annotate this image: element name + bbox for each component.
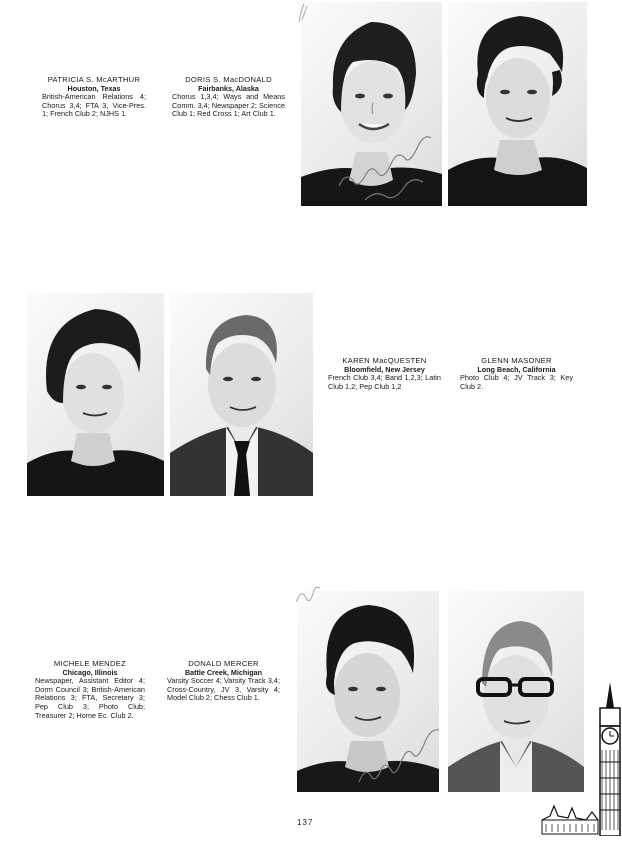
handwritten-signature-2	[355, 712, 445, 792]
student-name: KAREN MacQUESTEN	[342, 356, 427, 365]
page-number: 137	[297, 818, 314, 827]
student-activities: British-American Relations 4; Chorus 3,4; FTA 3, Vice-Pres. 1; French Club 2; NJHS 1.	[42, 92, 146, 119]
student-name: MICHELE MENDEZ	[53, 659, 127, 668]
student-entry-macquesten	[328, 357, 441, 391]
student-hometown: Bloomfield, New Jersey	[344, 364, 425, 374]
student-activities: Photo Club 4; JV Track 3; Key Club 2.	[460, 373, 573, 391]
student-hometown: Battle Creek, Michigan	[184, 667, 263, 677]
student-entry-mercer	[167, 660, 280, 703]
student-name: DONALD MERCER	[188, 659, 259, 668]
student-activities: Chorus 1,3,4; Ways and Means Comm. 3,4; Newspaper 2; Science Club 1; Red Cross 1; Art Club 1.	[172, 92, 285, 119]
student-name: PATRICIA S. McARTHUR	[47, 75, 141, 84]
pencil-scribble-top	[296, 2, 310, 24]
student-entry-mcarthur	[42, 76, 146, 119]
student-entry-mendez	[35, 660, 145, 720]
big-ben-tower-illustration	[540, 680, 622, 836]
handwritten-signature-1	[335, 124, 439, 206]
portrait-photo-macquesten	[27, 293, 164, 496]
student-activities: French Club 3,4; Band 1,2,3; Latin Club 1,2; Pep Club 1,2	[328, 373, 441, 391]
student-activities: Varsity Soccer 4; Varsity Track 3,4; Cross-Country, JV 3, Varsity 4; Model Club 2; Chess Club 1.	[167, 676, 280, 703]
student-name: DORIS S. MacDONALD	[185, 75, 272, 84]
student-hometown: Long Beach, California	[477, 364, 556, 374]
student-hometown: Chicago, Illinois	[62, 667, 118, 677]
student-activities: Newspaper, Assistant Editor 4; Dorm Council 3; British-American Relations 3; FTA, Secretary 3; Pep Club 3; Photo Club; Treasurer 2; Home Ec. Club 2.	[35, 676, 145, 720]
pencil-scribble-bottom	[294, 584, 322, 606]
student-hometown: Houston, Texas	[67, 83, 121, 93]
student-entry-macdonald	[172, 76, 285, 119]
student-entry-masoner	[460, 357, 573, 391]
student-hometown: Fairbanks, Alaska	[198, 83, 259, 93]
student-name: GLENN MASONER	[481, 356, 552, 365]
portrait-photo-macdonald	[448, 2, 587, 206]
portrait-photo-masoner	[170, 293, 313, 496]
